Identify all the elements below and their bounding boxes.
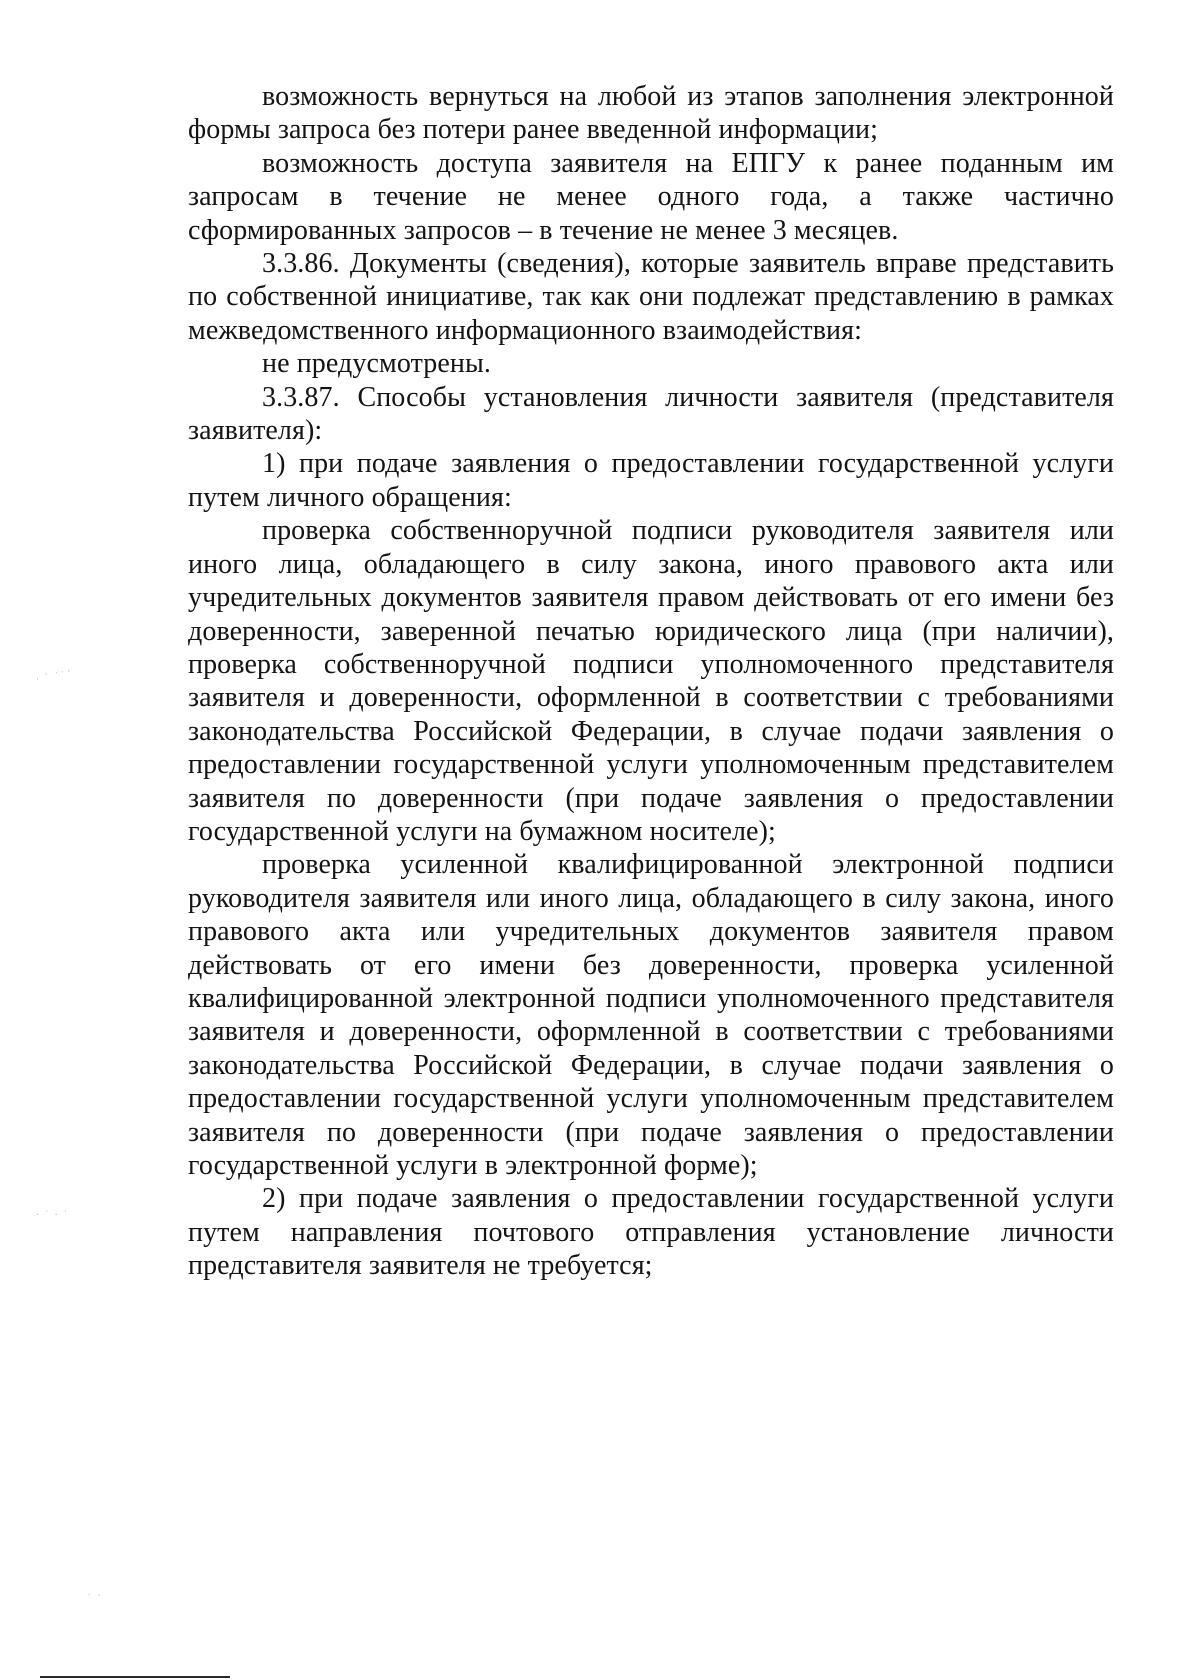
paragraph-3-3-87: 3.3.87. Способы установления личности заявителя (представителя заявителя): [188, 381, 1114, 447]
paragraph-electronic-signature-check: проверка усиленной квалифицированной электронной подписи руководителя заявителя или иного лица, обладающего в силу закона, иного правового акта или учредительных документов заявителя правом действовать от его имени без доверенности, проверка усиленной квалифицированной электронной подписи уполномоченного представителя заявителя и доверенности, оформленной в соответствии с требованиями законодательства Российской Федерации, в случае подачи заявления о предоставлении государственной услуги уполномоченным представителем заявителя по доверенности (при подаче заявления о предоставлении государственной услуги в электронной форме); [188, 849, 1114, 1181]
scan-artifact: · ˙ · ˙ [36, 1210, 69, 1221]
bottom-edge-line [40, 1676, 230, 1678]
document-body [188, 80, 1114, 1283]
paragraph-return-to-step: возможность вернуться на любой из этапов заполнения электронной формы запроса без потери ранее введенной информации; [188, 81, 1114, 146]
paragraph-item-1: 1) при подаче заявления о предоставлении государственной услуги путем личного обращения: [188, 448, 1114, 513]
paragraph-3-3-86: 3.3.86. Документы (сведения), которые заявитель вправе представить по собственной инициативе, так как они подлежат представлению в рамках межведомственного информационного взаимодействия: [188, 248, 1114, 346]
paragraph-handwritten-signature-check: проверка собственноручной подписи руководителя заявителя или иного лица, обладающего в силу закона, иного правового акта или учредительных документов заявителя правом действовать от его имени без доверенности, заверенной печатью юридического лица (при наличии), проверка собственноручной подписи уполномоченного представителя заявителя и доверенности, оформленной в соответствии с требованиями законодательства Российской Федерации, в случае подачи заявления о предоставлении государственной услуги уполномоченным представителем заявителя по доверенности (при подаче заявления о предоставлении государственной услуги на бумажном носителе); [188, 515, 1114, 847]
paragraph-access-to-requests: возможность доступа заявителя на ЕПГУ к ранее поданным им запросам в течение не менее одного года, а также частично сформированных запросов – в течение не менее 3 месяцев. [188, 147, 1114, 246]
paragraph-not-provided: не предусмотрены. [262, 348, 491, 380]
paragraph-item-2: 2) при подаче заявления о предоставлении государственной услуги путем направления почтового отправления установление личности представителя заявителя не требуется; [188, 1183, 1114, 1282]
scan-artifact: ˙ · [86, 1589, 104, 1606]
scan-artifact: · ˙ ˙˙´ [35, 669, 74, 686]
